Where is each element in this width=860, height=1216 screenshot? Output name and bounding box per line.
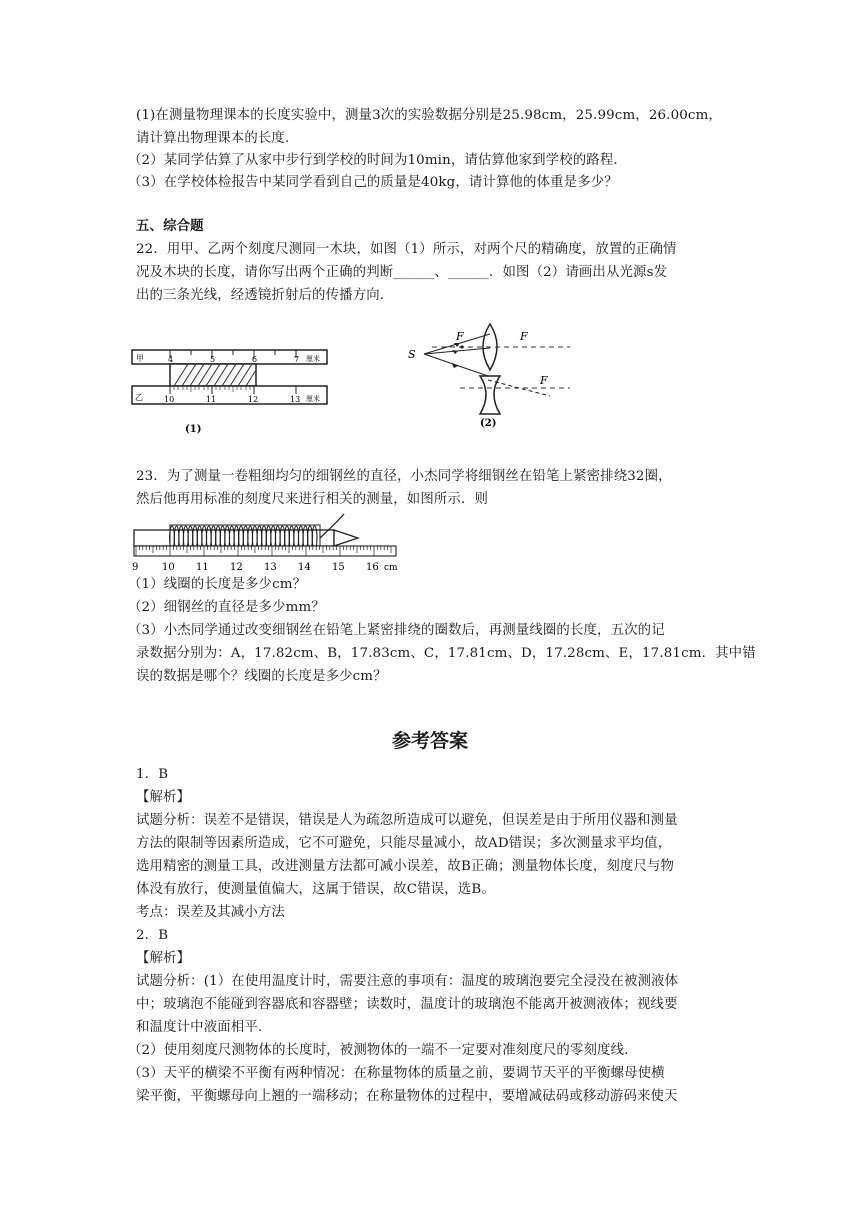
focal-label-right: F <box>520 330 528 343</box>
section-title: 五、综合题 <box>136 219 204 234</box>
focal-label-concave: F <box>540 374 548 387</box>
q23-line-1: 23．为了测量一卷粗细均匀的细钢丝的直径，小杰同学将细钢丝在铅笔上紧密排绕32圈， <box>136 469 672 484</box>
q22-line-3: 出的三条光线，经透镜折射后的传播方向. <box>136 288 385 303</box>
q21-line-3: （2）某同学估算了从家中步行到学校的时间为10min，请估算他家到学校的路程. <box>128 153 618 168</box>
q23-line-3: （1）线圈的长度是多少cm？ <box>128 577 307 592</box>
figure-coil-ruler <box>132 512 404 574</box>
answer-2-line-3: 和温度计中液面相平. <box>136 1020 263 1035</box>
answer-1-tag: 【解析】 <box>136 790 191 805</box>
answer-2-line-2: 中；玻璃泡不能碰到容器底和容器壁；读数时，温度计的玻璃泡不能离开被测液体；视线要 <box>136 997 678 1012</box>
answer-2-line-6: 梁平衡，平衡螺母向上翘的一端移动；在称量物体的过程中，要增减砝码或移动游码来使天 <box>136 1089 678 1104</box>
q21-line-1: (1)在测量物理课本的长度实验中，测量3次的实验数据分别是25.98cm，25.99cm，26.00cm， <box>136 108 722 123</box>
q23-line-6: 录数据分别为：A，17.82cm、B，17.83cm、C，17.81cm、D，17.28cm、E，17.81cm．其中错 <box>136 646 756 661</box>
ruler-bottom-label: 乙 <box>135 393 143 402</box>
ruler-tick-16: 16 <box>366 562 379 573</box>
ruler-tick-13: 13 <box>264 562 277 573</box>
top-unit: 厘米 <box>306 355 320 363</box>
answer-1-number: 1．B <box>136 767 169 782</box>
bottom-tick-12: 12 <box>248 395 259 404</box>
top-tick-4: 4 <box>168 355 174 364</box>
q21-line-4: （3）在学校体检报告中某同学看到自己的质量是40kg，请计算他的体重是多少？ <box>128 175 618 190</box>
answer-1-line-1: 试题分析：误差不是错误，错误是人为疏忽所造成可以避免，但误差是由于所用仪器和测量 <box>136 813 678 828</box>
ruler-top-label: 甲 <box>136 354 144 363</box>
answer-1-knowledge-point: 考点：误差及其减小方法 <box>136 905 285 920</box>
answer-2-line-1: 试题分析：(1）在使用温度计时，需要注意的事项有：温度的玻璃泡要完全浸没在被测液体 <box>136 974 679 989</box>
bottom-tick-11: 11 <box>206 395 217 404</box>
figure-1-caption: (1) <box>185 424 202 435</box>
bottom-unit: 厘米 <box>306 395 320 403</box>
q21-line-2: 请计算出物理课本的长度. <box>136 131 290 146</box>
figure-rulers-block <box>130 340 340 440</box>
light-source-label: S <box>408 348 416 361</box>
focal-label-left: F <box>456 330 464 343</box>
top-tick-5: 5 <box>210 355 216 364</box>
ruler-tick-11: 11 <box>196 562 209 573</box>
top-tick-7: 7 <box>294 355 300 364</box>
answer-2-tag: 【解析】 <box>136 951 191 966</box>
ruler-tick-10: 10 <box>162 562 175 573</box>
q22-line-2: 况及木块的长度，请你写出两个正确的判断______、______．如图（2）请画出从光源s发 <box>136 265 668 280</box>
ruler-tick-15: 15 <box>332 562 345 573</box>
answer-2-number: 2．B <box>136 928 169 943</box>
ruler-tick-12: 12 <box>230 562 243 573</box>
q23-line-7: 误的数据是哪个？线圈的长度是多少cm？ <box>136 669 387 684</box>
q22-line-1: 22．用甲、乙两个刻度尺测同一木块，如图（1）所示，对两个尺的精确度，放置的正确情 <box>136 242 677 257</box>
ruler-unit: cm <box>384 563 398 573</box>
figure-lenses <box>400 318 580 430</box>
ruler-tick-14: 14 <box>298 562 311 573</box>
bottom-tick-10: 10 <box>164 395 175 404</box>
answer-2-line-4: （2）使用刻度尺测物体的长度时，被测物体的一端不一定要对准刻度尺的零刻度线. <box>128 1043 629 1058</box>
q23-line-2: 然后他再用标准的刻度尺来进行相关的测量，如图所示．则 <box>136 492 489 507</box>
ruler-tick-9: 9 <box>132 562 139 573</box>
top-tick-6: 6 <box>252 355 258 364</box>
answer-1-line-2: 方法的限制等因素所造成，它不可避免，只能尽量减小，故AD错误；多次测量求平均值， <box>136 836 672 851</box>
q23-line-5: （3）小杰同学通过改变细钢丝在铅笔上紧密排绕的圈数后，再测量线圈的长度，五次的记 <box>128 623 665 638</box>
answer-2-line-5: （3）天平的横梁不平衡有两种情况：在称量物体的质量之前，要调节天平的平衡螺母使横 <box>128 1066 665 1081</box>
bottom-tick-13: 13 <box>290 395 301 404</box>
answers-title: 参考答案 <box>391 730 468 752</box>
figure-2-caption: (2) <box>480 418 497 429</box>
answer-1-line-3: 选用精密的测量工具，改进测量方法都可减小误差，故B正确；测量物体长度，刻度尺与物 <box>136 859 675 874</box>
answer-1-line-4: 体没有放行，使测量值偏大，这属于错误，故C错误，选B。 <box>136 882 495 897</box>
q23-line-4: （2）细钢丝的直径是多少mm？ <box>128 600 325 615</box>
